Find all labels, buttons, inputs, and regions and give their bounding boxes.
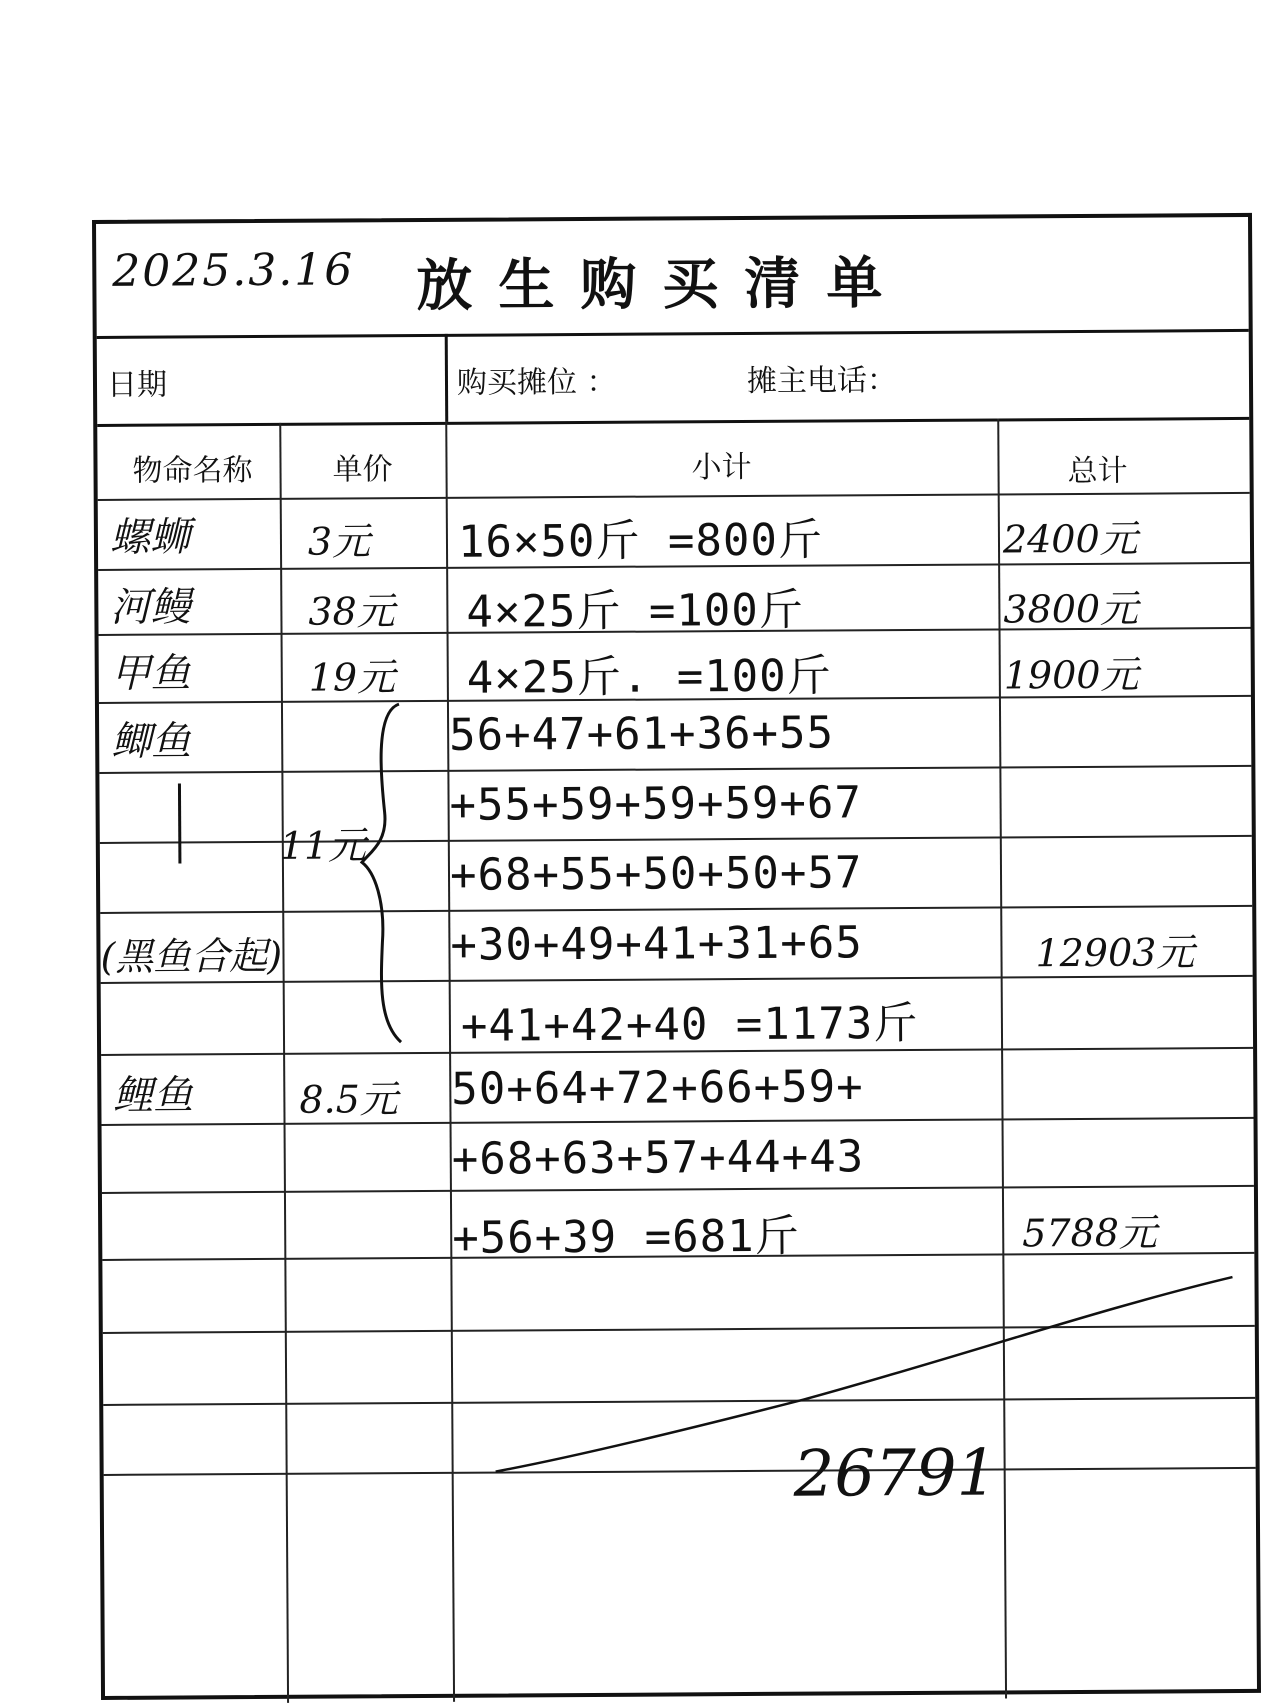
group-name: 鲤鱼	[113, 1063, 193, 1120]
header-total: 总计	[997, 445, 1197, 490]
brace-stroke	[361, 704, 401, 1042]
group-price: 8.5元	[299, 1068, 398, 1124]
page-title: 放生购买清单	[416, 239, 908, 322]
item-name: 河鳗	[110, 575, 190, 632]
item-price: 19元	[309, 646, 396, 702]
group-price: 11元	[280, 814, 367, 870]
item-subtotal: 4×25斤. =100斤	[467, 639, 832, 705]
group-total: 5788元	[1022, 1202, 1157, 1258]
date-label: 日期	[107, 360, 167, 404]
item-subtotal: 4×25斤 =100斤	[466, 574, 804, 640]
calc-line: +68+63+57+44+43	[452, 1131, 865, 1185]
calc-line: +30+49+41+31+65	[450, 917, 863, 971]
item-total: 2400元	[1003, 508, 1138, 564]
group-total: 12903元	[1035, 921, 1194, 977]
grand-total: 26791	[793, 1436, 997, 1511]
handwritten-strokes	[96, 217, 1265, 1704]
item-subtotal: 16×50斤 =800斤	[458, 504, 823, 570]
calc-line: 50+64+72+66+59+	[451, 1061, 864, 1115]
item-total: 1900元	[1004, 644, 1139, 700]
header-price: 单价	[279, 444, 445, 489]
calc-line: +56+39 =681斤	[452, 1200, 800, 1266]
group-name-note: (黑鱼合起)	[100, 925, 282, 981]
item-price: 3元	[308, 510, 371, 565]
item-name: 甲鱼	[111, 641, 191, 698]
calc-line: +55+59+59+59+67	[449, 777, 862, 831]
item-name: 螺蛳	[110, 505, 190, 562]
header-name: 物命名称	[107, 445, 277, 490]
purchase-list-sheet	[92, 213, 1261, 1700]
header-subtotal: 小计	[445, 440, 997, 487]
handwritten-date: 2025.3.16	[112, 244, 354, 296]
item-price: 38元	[308, 580, 395, 636]
calc-line: 56+47+61+36+55	[449, 707, 834, 760]
phone-label: 摊主电话：	[747, 355, 897, 400]
calc-line: +41+42+40 =1173斤	[461, 987, 919, 1054]
item-total: 3800元	[1003, 578, 1138, 634]
calc-line: +68+55+50+50+57	[450, 847, 863, 901]
stall-label: 购买摊位 ：	[457, 357, 617, 402]
group-name: 鲫鱼	[111, 709, 191, 766]
